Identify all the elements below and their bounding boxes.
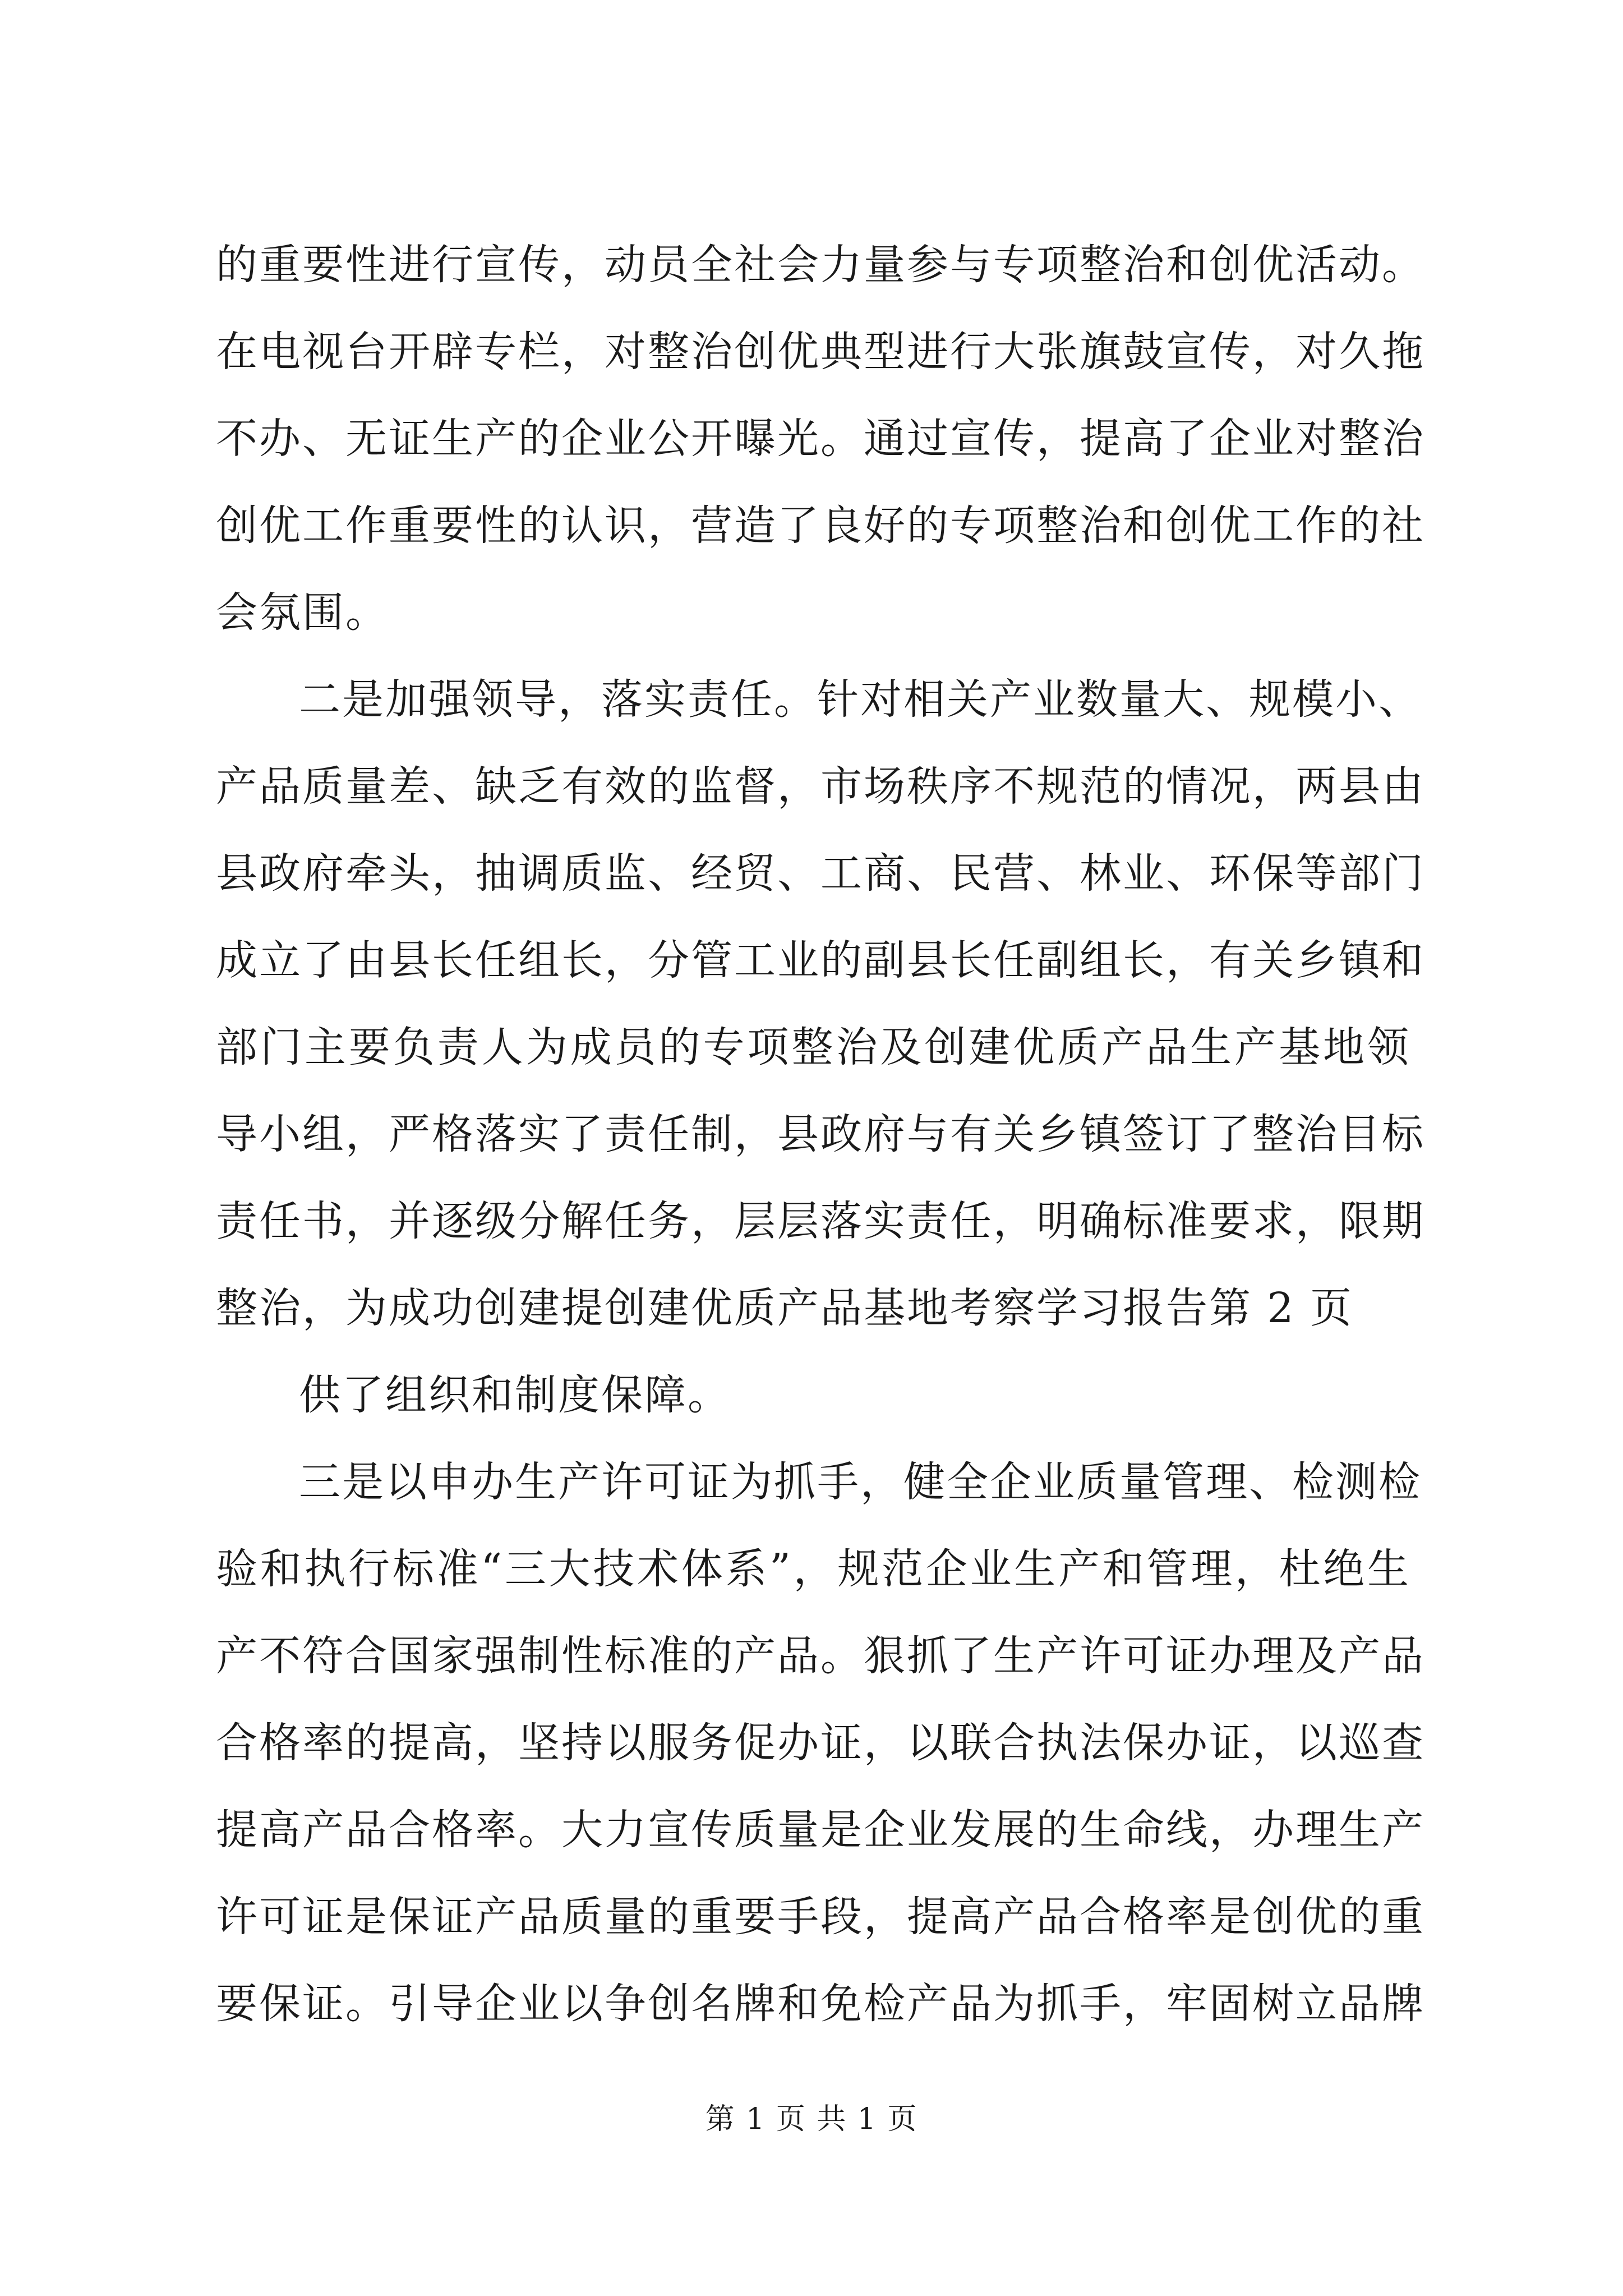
- text-line: 不办、无证生产的企业公开曝光。通过宣传，提高了企业对整治: [216, 415, 1425, 463]
- text-line: 产品质量差、缺乏有效的监督，市场秩序不规范的情况，两县由: [216, 762, 1425, 811]
- text-line: 二是加强领导，落实责任。针对相关产业数量大、规模小、: [299, 675, 1422, 724]
- text-line: 县政府牵头，抽调质监、经贸、工商、民营、林业、环保等部门: [216, 849, 1425, 898]
- text-line: 验和执行标准“三大技术体系”，规范企业生产和管理，杜绝生: [216, 1545, 1410, 1593]
- text-line: 三是以申办生产许可证为抓手，健全企业质量管理、检测检: [299, 1458, 1422, 1506]
- page-footer: 第 1 页 共 1 页: [705, 2102, 918, 2136]
- text-line: 许可证是保证产品质量的重要手段，提高产品合格率是创优的重: [216, 1893, 1425, 1941]
- text-line: 合格率的提高，坚持以服务促办证，以联合执法保办证，以巡查: [216, 1719, 1425, 1767]
- text-line: 责任书，并逐级分解任务，层层落实责任，明确标准要求，限期: [216, 1197, 1425, 1245]
- text-line: 供了组织和制度保障。: [299, 1371, 731, 1419]
- text-line: 导小组，严格落实了责任制，县政府与有关乡镇签订了整治目标: [216, 1110, 1425, 1158]
- text-line: 创优工作重要性的认识，营造了良好的专项整治和创优工作的社: [216, 501, 1425, 550]
- text-line: 产不符合国家强制性标准的产品。狠抓了生产许可证办理及产品: [216, 1632, 1425, 1680]
- text-line: 成立了由县长任组长，分管工业的副县长任副组长，有关乡镇和: [216, 936, 1425, 984]
- document-body: [216, 222, 1425, 2047]
- text-line: 部门主要负责人为成员的专项整治及创建优质产品生产基地领: [216, 1023, 1410, 1071]
- text-line: 整治，为成功创建提创建优质产品基地考察学习报告第 2 页: [216, 1284, 1354, 1332]
- text-line: 提高产品合格率。大力宣传质量是企业发展的生命线，办理生产: [216, 1806, 1425, 1854]
- text-line: 要保证。引导企业以争创名牌和免检产品为抓手，牢固树立品牌: [216, 1980, 1425, 2028]
- text-line: 的重要性进行宣传，动员全社会力量参与专项整治和创优活动。: [216, 241, 1425, 289]
- text-line: 会氛围。: [216, 588, 389, 637]
- text-line: 在电视台开辟专栏，对整治创优典型进行大张旗鼓宣传，对久拖: [216, 328, 1425, 376]
